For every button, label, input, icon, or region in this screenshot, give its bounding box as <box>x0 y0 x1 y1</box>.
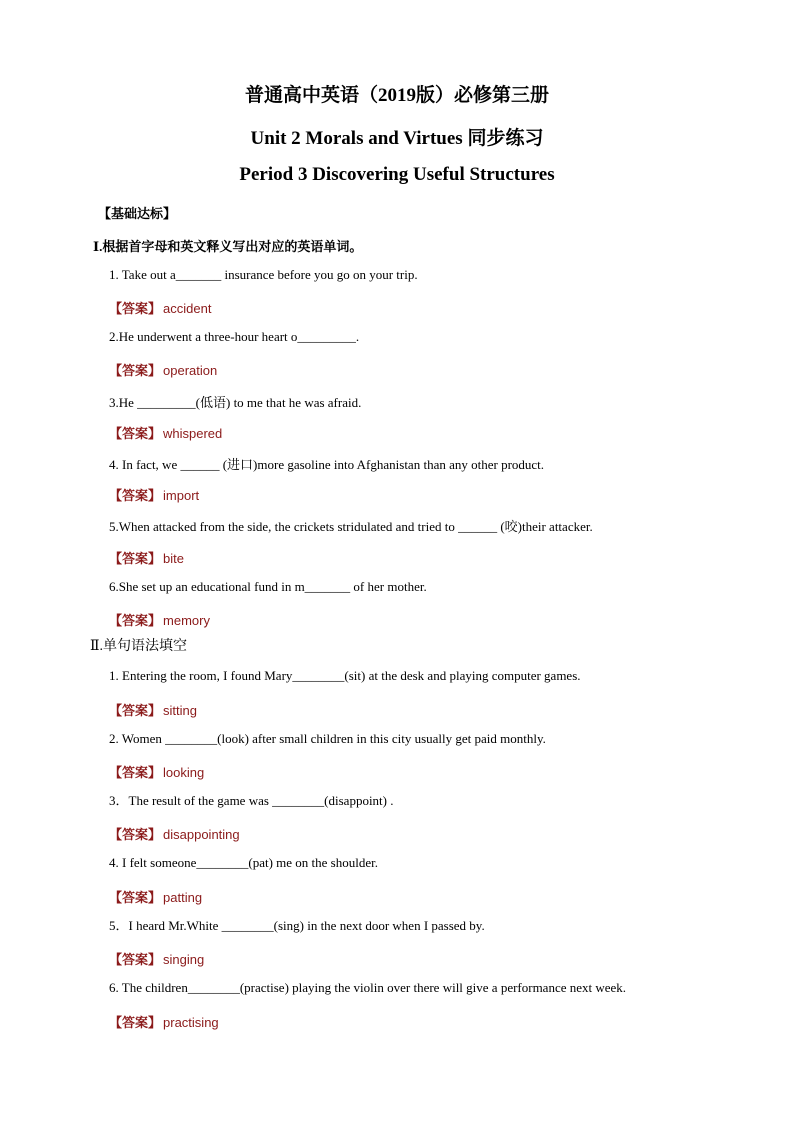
unit-title: Unit 2 Morals and Virtues 同步练习 <box>250 128 544 149</box>
answer-label: 【答案】 <box>109 301 162 316</box>
answer-1-3 <box>109 423 222 442</box>
answer-label: 【答案】 <box>109 1015 162 1030</box>
question-2-6: 6. The children________(practise) playing the violin over there will give a performance next week. <box>109 980 627 995</box>
question-2-1: 1. Entering the room, I found Mary________(sit) at the desk and playing computer games. <box>109 668 581 683</box>
answer-2-3 <box>109 824 240 843</box>
doc-title: 普通高中英语（2019版）必修第三册 <box>244 85 549 106</box>
answer-text: sitting <box>163 703 197 718</box>
answer-text: patting <box>163 890 203 905</box>
answer-label: 【答案】 <box>109 765 162 780</box>
answer-label: 【答案】 <box>109 703 162 718</box>
answer-text: practising <box>163 1015 219 1030</box>
period-title: Period 3 Discovering Useful Structures <box>239 164 555 185</box>
answer-label: 【答案】 <box>109 551 162 566</box>
answer-1-2 <box>109 360 217 379</box>
answer-text: whispered <box>163 426 223 441</box>
question-2-3: 3．The result of the game was ________(disappoint) . <box>109 793 394 808</box>
answer-text: looking <box>163 765 205 780</box>
answer-label: 【答案】 <box>109 488 162 503</box>
answer-2-1 <box>109 700 197 719</box>
answer-2-2 <box>109 762 204 781</box>
question-2-4: 4. I felt someone________(pat) me on the shoulder. <box>109 855 378 870</box>
answer-2-6 <box>109 1012 219 1031</box>
answer-text: accident <box>163 301 212 316</box>
answer-text: memory <box>163 613 210 628</box>
answer-1-1 <box>109 298 211 317</box>
question-1-6: 6.She set up an educational fund in m_______ of her mother. <box>109 579 427 594</box>
question-2-5: 5．I heard Mr.White ________(sing) in the next door when I passed by. <box>109 918 485 933</box>
question-1-4: 4. In fact, we ______ (进口)more gasoline into Afghanistan than any other product. <box>109 457 545 472</box>
question-1-3: 3.He _________(低语) to me that he was afraid. <box>109 395 362 410</box>
answer-1-6 <box>109 610 210 629</box>
answer-text: operation <box>163 363 218 378</box>
answer-label: 【答案】 <box>109 827 162 842</box>
question-1-1: 1. Take out a_______ insurance before you go on your trip. <box>109 267 418 282</box>
question-1-2: 2.He underwent a three-hour heart o_________. <box>109 329 360 344</box>
answer-text: import <box>163 488 200 503</box>
question-1-5: 5.When attacked from the side, the crickets stridulated and tried to ______ (咬)their attacker. <box>109 519 593 534</box>
answer-text: disappointing <box>163 827 240 842</box>
level-tag: 【基础达标】 <box>98 206 177 221</box>
answer-2-5 <box>109 949 204 968</box>
section-2-heading: Ⅱ.单句语法填空 <box>90 639 188 654</box>
answer-label: 【答案】 <box>109 613 162 628</box>
answer-text: bite <box>163 551 184 566</box>
answer-1-5 <box>109 548 184 567</box>
answer-label: 【答案】 <box>109 952 162 967</box>
answer-label: 【答案】 <box>109 890 162 905</box>
answer-label: 【答案】 <box>109 363 162 378</box>
section-1-heading: Ⅰ.根据首字母和英文释义写出对应的英语单词。 <box>93 239 363 254</box>
question-2-2: 2. Women ________(look) after small children in this city usually get paid monthly. <box>109 731 546 746</box>
answer-1-4 <box>109 485 199 504</box>
answer-label: 【答案】 <box>109 426 162 441</box>
answer-2-4 <box>109 887 202 906</box>
answer-text: singing <box>163 952 205 967</box>
